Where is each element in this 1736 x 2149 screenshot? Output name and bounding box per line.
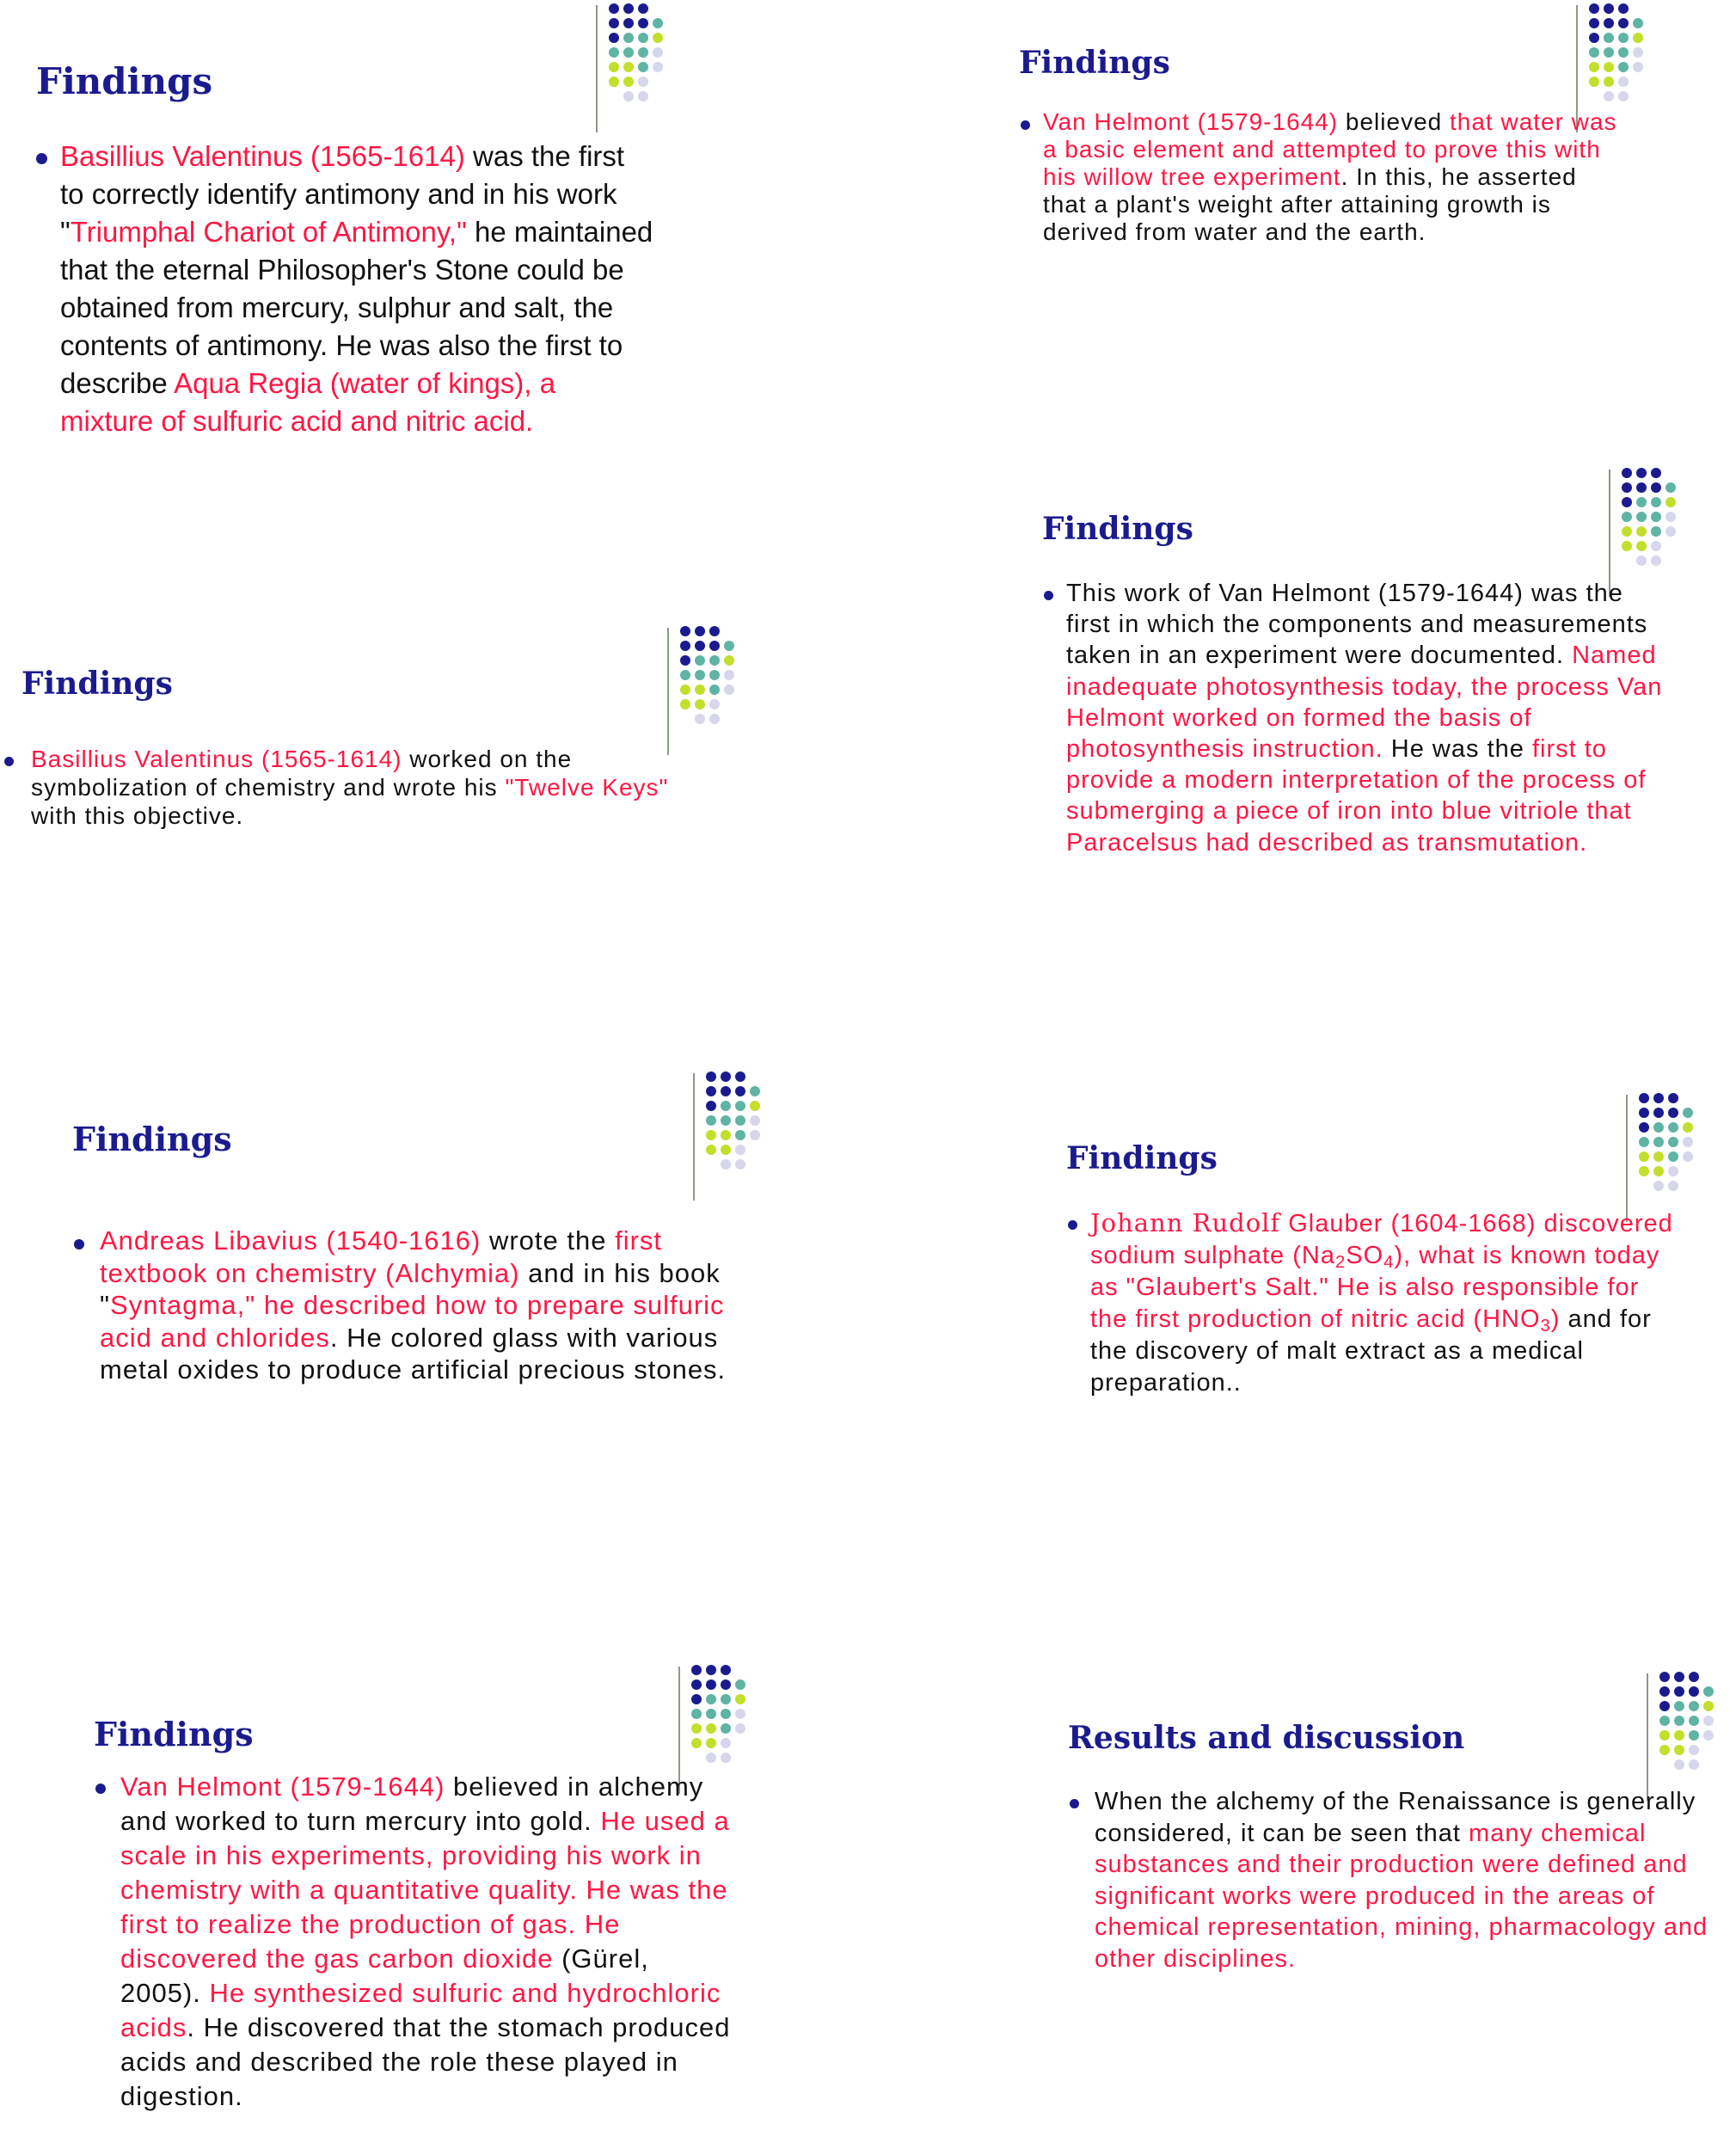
text-segment: first to provide a modern interpretation of the process of submerging a piece of iron into blue vitriole that Paracelsus had described as transmutation. — [1066, 735, 1647, 857]
decoration-dot — [1665, 512, 1676, 522]
bullet-icon — [1070, 1799, 1079, 1808]
text-segment: Johann Rudolf — [1090, 1208, 1281, 1237]
decoration-dot — [721, 1145, 731, 1155]
bullet-text — [100, 1225, 736, 1386]
text-segment: . In this, he asserted that a plant's weight after attaining growth is derived from water and the earth. — [1043, 163, 1577, 245]
divider-line — [1626, 1095, 1628, 1222]
decoration-dot — [1636, 512, 1647, 522]
decoration-dot — [691, 1694, 702, 1704]
decoration-dot — [706, 1101, 716, 1111]
decoration-dot — [750, 1101, 760, 1111]
decoration-dot — [1668, 1108, 1678, 1118]
decoration-dot — [1622, 468, 1632, 478]
decoration-dot — [1665, 526, 1676, 537]
text-segment: Basillius Valentinus (1565-1614) — [60, 140, 465, 172]
decoration-dot — [1674, 1701, 1684, 1711]
decoration-dot — [1622, 541, 1632, 551]
decoration-dot — [1659, 1686, 1670, 1697]
slide-decoration — [690, 1068, 794, 1180]
slide-title: Findings — [21, 666, 173, 702]
decoration-dot — [1665, 482, 1676, 493]
decoration-dot — [1622, 497, 1632, 507]
decoration-dot — [721, 1101, 731, 1111]
decoration-dot — [1651, 512, 1661, 522]
decoration-dot — [1633, 47, 1643, 58]
decoration-dot — [1618, 3, 1629, 14]
decoration-dot — [691, 1738, 702, 1748]
decoration-dot — [638, 91, 648, 101]
text-segment: 3 — [1540, 1317, 1551, 1336]
text-segment: Aqua Regia (water of kings), a mixture of sulfuric acid and nitric acid. — [60, 367, 555, 437]
bullet-icon — [4, 757, 14, 766]
decoration-dot — [724, 641, 734, 651]
decoration-dot — [1651, 468, 1661, 478]
decoration-dot — [680, 685, 690, 695]
decoration-dot — [735, 1086, 745, 1096]
slide-title: Findings — [72, 1120, 232, 1158]
decoration-dot — [1703, 1701, 1714, 1711]
decoration-dot — [1659, 1701, 1670, 1711]
bullet-icon — [95, 1784, 106, 1794]
decoration-dot — [623, 18, 634, 28]
decoration-dot — [706, 1115, 716, 1126]
decoration-dot — [623, 62, 634, 72]
decoration-dot — [735, 1723, 745, 1734]
bullet-text — [31, 745, 693, 830]
decoration-dot — [1604, 62, 1614, 72]
decoration-dot — [1674, 1759, 1684, 1770]
text-segment: wrote the — [481, 1225, 616, 1256]
decoration-dot — [1683, 1151, 1693, 1162]
decoration-dot — [623, 91, 634, 101]
bullet-icon — [1021, 120, 1030, 130]
decoration-dot — [1674, 1672, 1684, 1682]
text-segment: ) — [1550, 1305, 1561, 1333]
decoration-dot — [691, 1665, 702, 1675]
decoration-dot — [1689, 1730, 1699, 1741]
dot-grid-icon — [673, 623, 768, 752]
text-segment: This work of Van Helmont (1579-1644) was the first in which the components and measurements taken in an experiment were documented. — [1066, 580, 1648, 670]
text-segment: Syntagma," he described how to prepare sulfuric acid and chlorides — [100, 1290, 725, 1353]
decoration-dot — [1639, 1151, 1649, 1162]
decoration-dot — [1618, 18, 1629, 28]
decoration-dot — [1703, 1730, 1714, 1741]
decoration-dot — [706, 1694, 716, 1704]
decoration-dot — [695, 699, 705, 709]
text-segment: 2 — [1334, 1253, 1346, 1273]
bullet-icon — [36, 153, 47, 164]
decoration-dot — [1622, 526, 1632, 537]
decoration-dot — [1589, 3, 1599, 14]
decoration-dot — [1689, 1701, 1699, 1711]
decoration-dot — [680, 626, 690, 636]
decoration-dot — [735, 1130, 745, 1140]
decoration-dot — [1668, 1181, 1678, 1191]
decoration-dot — [1636, 482, 1647, 493]
decoration-dot — [680, 641, 690, 651]
decoration-dot — [721, 1723, 731, 1734]
decoration-dot — [623, 33, 634, 43]
dot-grid-icon — [1632, 1090, 1727, 1219]
text-segment: Van Helmont (1579-1644) — [120, 1771, 445, 1802]
decoration-dot — [1659, 1745, 1670, 1755]
decoration-dot — [695, 641, 705, 651]
decoration-dot — [721, 1753, 731, 1763]
slide-title: Results and discussion — [1068, 1720, 1465, 1756]
decoration-dot — [1683, 1137, 1693, 1147]
decoration-dot — [691, 1679, 702, 1690]
decoration-dot — [1604, 47, 1614, 58]
dot-grid-icon — [1653, 1668, 1736, 1797]
decoration-dot — [1618, 62, 1629, 72]
slide-decoration — [1644, 1668, 1736, 1780]
decoration-dot — [695, 714, 705, 724]
decoration-dot — [638, 77, 648, 87]
text-segment: with this objective. — [31, 802, 244, 829]
decoration-dot — [735, 1679, 745, 1690]
decoration-dot — [1636, 497, 1647, 507]
decoration-dot — [1639, 1093, 1649, 1103]
dot-grid-icon — [1615, 464, 1709, 593]
decoration-dot — [695, 655, 705, 666]
decoration-dot — [706, 1130, 716, 1140]
slide-decoration — [676, 1661, 779, 1773]
slide-decoration — [593, 0, 696, 138]
text-segment: many chemical substances and their production were defined and significant works were produced in the areas of chemical representation, mining, pharmacology and other disciplines. — [1095, 1819, 1708, 1973]
slide-decoration — [1606, 464, 1709, 576]
decoration-dot — [1674, 1716, 1684, 1726]
decoration-dot — [1653, 1181, 1664, 1191]
decoration-dot — [721, 1159, 731, 1170]
text-segment: (Gürel, 2005). — [120, 1943, 649, 2008]
decoration-dot — [1604, 91, 1614, 101]
decoration-dot — [691, 1709, 702, 1719]
decoration-dot — [1636, 556, 1647, 566]
decoration-dot — [1618, 91, 1629, 101]
decoration-dot — [1668, 1151, 1678, 1162]
decoration-dot — [1589, 77, 1599, 87]
text-segment: that water was a basic element and attempted to prove this with his willow tree experiment — [1043, 108, 1617, 190]
decoration-dot — [706, 1145, 716, 1155]
decoration-dot — [1604, 33, 1614, 43]
decoration-dot — [735, 1101, 745, 1111]
bullet-text — [1043, 108, 1628, 246]
decoration-dot — [735, 1145, 745, 1155]
text-segment: "Twelve Keys" — [505, 774, 669, 801]
decoration-dot — [1622, 512, 1632, 522]
decoration-dot — [1618, 77, 1629, 87]
decoration-dot — [638, 18, 648, 28]
text-segment: . He discovered that the stomach produced acids and described the role these played in digestion. — [120, 2012, 731, 2111]
decoration-dot — [724, 670, 734, 680]
bullet-text — [120, 1770, 731, 2114]
decoration-dot — [709, 626, 720, 636]
decoration-dot — [1589, 47, 1599, 58]
decoration-dot — [735, 1159, 745, 1170]
decoration-dot — [1653, 1166, 1664, 1176]
decoration-dot — [1674, 1730, 1684, 1741]
decoration-dot — [1683, 1122, 1693, 1133]
bullet-icon — [74, 1239, 84, 1249]
text-segment: . He colored glass with various metal oxides to produce artificial precious stones. — [100, 1322, 727, 1385]
decoration-dot — [1639, 1122, 1649, 1133]
decoration-dot — [1689, 1759, 1699, 1770]
slide-title: Findings — [1042, 511, 1193, 547]
slide-decoration — [665, 623, 768, 734]
slide-title: Findings — [1066, 1140, 1218, 1176]
text-segment: When the alchemy of the Renaissance is generally considered, it can be seen that — [1095, 1788, 1696, 1847]
decoration-dot — [750, 1086, 760, 1096]
decoration-dot — [1689, 1686, 1699, 1697]
decoration-dot — [724, 655, 734, 666]
decoration-dot — [709, 699, 720, 709]
decoration-dot — [1659, 1730, 1670, 1741]
decoration-dot — [706, 1086, 716, 1096]
slide-decoration — [1623, 1090, 1727, 1201]
decoration-dot — [609, 33, 619, 43]
decoration-dot — [706, 1753, 716, 1763]
decoration-dot — [1703, 1686, 1714, 1697]
decoration-dot — [1639, 1137, 1649, 1147]
text-segment: he maintained that the eternal Philosopher's Stone could be obtained from mercury, sulphur and salt, the contents of antimony. He was also the first to describe — [60, 216, 653, 399]
decoration-dot — [609, 47, 619, 58]
decoration-dot — [1659, 1716, 1670, 1726]
decoration-dot — [653, 47, 663, 58]
text-segment: 4 — [1383, 1253, 1395, 1273]
decoration-dot — [1668, 1122, 1678, 1133]
decoration-dot — [1653, 1151, 1664, 1162]
decoration-dot — [1651, 482, 1661, 493]
decoration-dot — [1639, 1108, 1649, 1118]
decoration-dot — [735, 1071, 745, 1082]
decoration-dot — [638, 3, 648, 14]
decoration-dot — [1659, 1672, 1670, 1682]
divider-line — [1647, 1673, 1648, 1801]
text-segment: Named inadequate photosynthesis today, the process Van Helmont worked on formed the basis of photosynthesis instruction. — [1066, 642, 1663, 764]
decoration-dot — [623, 3, 634, 14]
decoration-dot — [623, 77, 634, 87]
text-segment: SO — [1346, 1242, 1384, 1269]
decoration-dot — [1689, 1672, 1699, 1682]
decoration-dot — [735, 1694, 745, 1704]
slide-title: Findings — [94, 1715, 254, 1753]
bullet-text — [1090, 1207, 1675, 1399]
dot-grid-icon — [602, 0, 696, 129]
decoration-dot — [1665, 497, 1676, 507]
decoration-dot — [1604, 18, 1614, 28]
text-segment: Triumphal Chariot of Antimony," — [70, 216, 467, 248]
decoration-dot — [721, 1115, 731, 1126]
bullet-icon — [1044, 591, 1053, 600]
text-segment: first textbook on chemistry (Alchymia) — [100, 1225, 663, 1288]
decoration-dot — [1674, 1745, 1684, 1755]
decoration-dot — [721, 1709, 731, 1719]
decoration-dot — [623, 47, 634, 58]
text-segment: was the first to correctly identify antimony and in his work " — [60, 140, 625, 248]
decoration-dot — [706, 1709, 716, 1719]
decoration-dot — [1668, 1093, 1678, 1103]
decoration-dot — [1653, 1093, 1664, 1103]
decoration-dot — [695, 626, 705, 636]
decoration-dot — [1604, 3, 1614, 14]
decoration-dot — [706, 1738, 716, 1748]
decoration-dot — [1589, 33, 1599, 43]
decoration-dot — [706, 1723, 716, 1734]
decoration-dot — [709, 714, 720, 724]
slide-decoration — [1573, 0, 1677, 112]
decoration-dot — [721, 1071, 731, 1082]
decoration-dot — [695, 685, 705, 695]
decoration-dot — [1689, 1745, 1699, 1755]
decoration-dot — [735, 1709, 745, 1719]
decoration-dot — [1653, 1122, 1664, 1133]
decoration-dot — [709, 641, 720, 651]
decoration-dot — [1653, 1108, 1664, 1118]
decoration-dot — [1633, 62, 1643, 72]
decoration-dot — [750, 1130, 760, 1140]
decoration-dot — [735, 1115, 745, 1126]
text-segment: believed — [1338, 108, 1450, 135]
decoration-dot — [680, 670, 690, 680]
decoration-dot — [653, 62, 663, 72]
decoration-dot — [1618, 47, 1629, 58]
decoration-dot — [638, 62, 648, 72]
divider-line — [667, 628, 669, 755]
decoration-dot — [1636, 526, 1647, 537]
bullet-text — [1095, 1786, 1722, 1975]
decoration-dot — [1589, 62, 1599, 72]
decoration-dot — [1618, 33, 1629, 43]
decoration-dot — [1668, 1137, 1678, 1147]
decoration-dot — [721, 1665, 731, 1675]
slide-title: Findings — [36, 60, 213, 102]
bullet-icon — [1068, 1220, 1077, 1230]
decoration-dot — [721, 1738, 731, 1748]
text-segment: Andreas Libavius (1540-1616) — [100, 1225, 482, 1256]
decoration-dot — [724, 685, 734, 695]
decoration-dot — [609, 3, 619, 14]
decoration-dot — [680, 655, 690, 666]
dot-grid-icon — [699, 1068, 794, 1197]
bullet-text — [60, 138, 653, 440]
decoration-dot — [1653, 1137, 1664, 1147]
bullet-text — [1066, 578, 1668, 858]
decoration-dot — [1674, 1686, 1684, 1697]
decoration-dot — [638, 47, 648, 58]
decoration-dot — [721, 1130, 731, 1140]
decoration-dot — [1622, 482, 1632, 493]
decoration-dot — [721, 1679, 731, 1690]
text-segment: He was the — [1383, 735, 1532, 764]
decoration-dot — [1589, 18, 1599, 28]
decoration-dot — [695, 670, 705, 680]
decoration-dot — [1651, 497, 1661, 507]
decoration-dot — [1633, 33, 1643, 43]
decoration-dot — [709, 655, 720, 666]
text-segment: He used a scale in his experiments, providing his work in chemistry with a quantitative quality. He was the first to realize the production of gas. He discovered the gas carbon dioxide — [120, 1806, 730, 1974]
decoration-dot — [709, 670, 720, 680]
text-segment: and for the discovery of malt extract as a medical preparation.. — [1090, 1305, 1652, 1397]
decoration-dot — [721, 1694, 731, 1704]
slide-title: Findings — [1019, 45, 1170, 81]
text-segment: believed in alchemy and worked to turn mercury into gold. — [120, 1771, 704, 1836]
text-segment: He synthesized sulfuric and hydrochloric acids — [120, 1978, 721, 2042]
decoration-dot — [1703, 1716, 1714, 1726]
decoration-dot — [1651, 526, 1661, 537]
text-segment: worked on the symbolization of chemistry and wrote his — [31, 746, 573, 801]
decoration-dot — [1636, 541, 1647, 551]
divider-line — [596, 5, 598, 132]
decoration-dot — [1636, 468, 1647, 478]
decoration-dot — [1651, 556, 1661, 566]
decoration-dot — [1651, 541, 1661, 551]
decoration-dot — [609, 18, 619, 28]
decoration-dot — [609, 77, 619, 87]
text-segment: and in his book " — [100, 1257, 721, 1320]
decoration-dot — [709, 685, 720, 695]
decoration-dot — [691, 1723, 702, 1734]
decoration-dot — [1639, 1166, 1649, 1176]
text-segment: Glauber (1604-1668) discovered sodium sulphate (Na — [1090, 1210, 1673, 1269]
divider-line — [693, 1073, 695, 1200]
decoration-dot — [706, 1679, 716, 1690]
text-segment: Basillius Valentinus (1565-1614) — [31, 746, 402, 772]
decoration-dot — [1689, 1716, 1699, 1726]
decoration-dot — [609, 62, 619, 72]
decoration-dot — [750, 1115, 760, 1126]
decoration-dot — [706, 1071, 716, 1082]
decoration-dot — [680, 699, 690, 709]
decoration-dot — [1604, 77, 1614, 87]
decoration-dot — [1633, 18, 1643, 28]
decoration-dot — [653, 18, 663, 28]
decoration-dot — [638, 33, 648, 43]
decoration-dot — [721, 1086, 731, 1096]
decoration-dot — [1668, 1166, 1678, 1176]
text-segment: Van Helmont (1579-1644) — [1043, 108, 1339, 135]
text-segment: ), what is known today as "Glaubert's Salt." He is also responsible for the first production of nitric acid (HNO — [1090, 1242, 1660, 1333]
decoration-dot — [653, 33, 663, 43]
decoration-dot — [706, 1665, 716, 1675]
decoration-dot — [1683, 1108, 1693, 1118]
